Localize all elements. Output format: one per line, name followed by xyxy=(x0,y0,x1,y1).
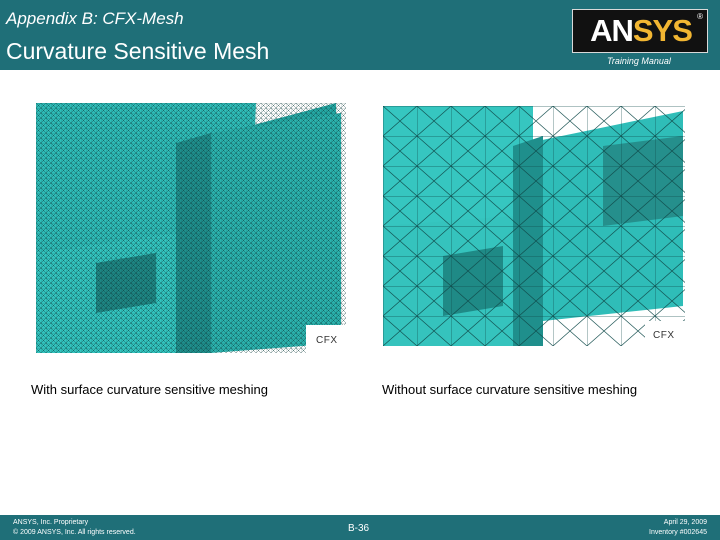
mesh-image-curvature-sensitive xyxy=(36,103,346,353)
cfx-label: CFX xyxy=(653,330,675,341)
footer-proprietary: ANSYS, Inc. Proprietary xyxy=(13,519,89,526)
footer-date: April 29, 2009 xyxy=(663,519,707,526)
header-bar xyxy=(0,0,720,70)
caption-without-curvature: Without surface curvature sensitive meshing xyxy=(382,382,638,397)
footer-bar xyxy=(0,515,720,540)
appendix-title: Appendix B: CFX-Mesh xyxy=(6,9,184,28)
cfx-label: CFX xyxy=(316,335,338,346)
slide-title: Curvature Sensitive Mesh xyxy=(6,38,270,64)
logo-text-an: AN xyxy=(590,13,633,48)
registered-mark: ® xyxy=(697,12,703,21)
footer-inventory: Inventory #002645 xyxy=(649,529,707,536)
slide-number: B-36 xyxy=(348,523,370,534)
logo-text-sys: SYS xyxy=(632,13,692,48)
training-manual-label: Training Manual xyxy=(607,56,671,66)
coarse-mesh-graphic xyxy=(383,106,685,346)
dense-mesh-graphic xyxy=(36,103,346,353)
ansys-logo xyxy=(572,9,708,53)
mesh-image-without-curvature xyxy=(383,106,685,346)
caption-with-curvature: With surface curvature sensitive meshing xyxy=(31,382,268,397)
footer-copyright: © 2009 ANSYS, Inc. All rights reserved. xyxy=(13,529,136,536)
